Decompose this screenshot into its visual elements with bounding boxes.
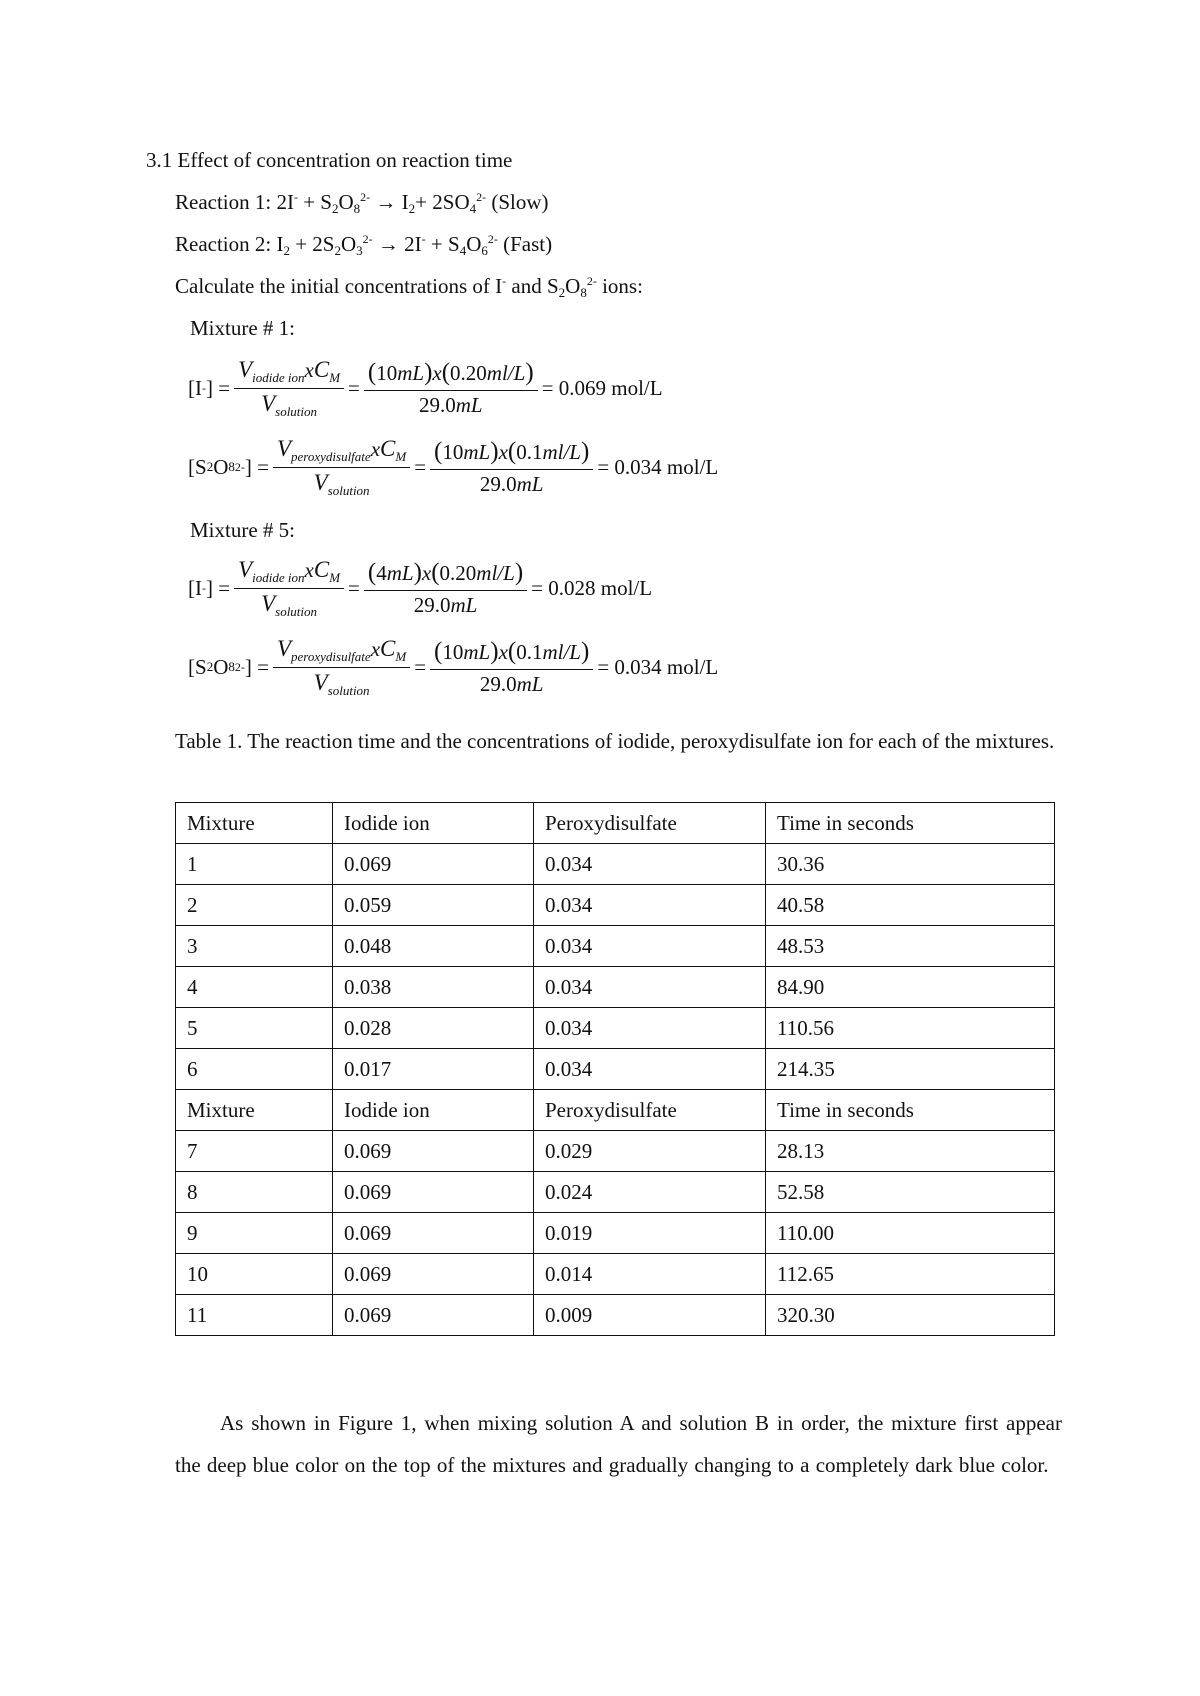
value: 0.20 [450, 361, 487, 386]
subscript: 2 [334, 243, 341, 258]
text: = [414, 454, 427, 479]
denominator [476, 470, 548, 496]
text: ( [431, 559, 440, 587]
text: O [213, 454, 229, 479]
table-header-cell: Peroxydisulfate [534, 803, 766, 844]
table-cell: 320.30 [766, 1295, 1055, 1336]
subscript: 8 [353, 201, 361, 216]
text: = [348, 575, 360, 600]
table-cell: 0.029 [534, 1131, 766, 1172]
table-body [176, 803, 1055, 1336]
text: and S [506, 274, 559, 298]
charge: 2- [586, 274, 597, 288]
reaction-1-label: Reaction 1: 2I [175, 190, 294, 214]
value: 10 [442, 440, 464, 465]
table-row [176, 1295, 1055, 1336]
numerator [364, 559, 527, 591]
table-cell: 0.024 [534, 1172, 766, 1213]
table-cell: 5 [176, 1008, 333, 1049]
text: ) [580, 638, 590, 666]
text: ] = [206, 375, 231, 400]
table-caption: Table 1. The reaction time and the concentrations of iodide, peroxydisulfate ion for each of the mixtures. [175, 729, 1055, 753]
fraction [234, 557, 344, 620]
unit: mL [386, 561, 414, 586]
equation-mixture-1-iodide: [I - ] = $\frac{V_{iodide ion}xC_M}{V_{solution}}$ = $\frac{(10mL)x(0.20ml/L)}{29.0mL}$ = 0.069 mol/L [188, 357, 663, 419]
numerator [234, 357, 344, 389]
text: [I [188, 375, 202, 400]
table-cell: 0.028 [333, 1008, 534, 1049]
table-row [176, 1254, 1055, 1295]
table-cell: 30.36 [766, 844, 1055, 885]
table-cell: 0.048 [333, 926, 534, 967]
text: → 2I [372, 232, 422, 256]
table-cell: 84.90 [766, 967, 1055, 1008]
numerator [364, 359, 538, 391]
table-row [176, 926, 1055, 967]
table-cell: 0.014 [534, 1254, 766, 1295]
table-row [176, 1008, 1055, 1049]
table-cell: 10 [176, 1254, 333, 1295]
table-header-cell: Mixture [176, 1090, 333, 1131]
table-header-cell: Mixture [176, 803, 333, 844]
table-row [176, 1172, 1055, 1213]
fraction [364, 559, 527, 617]
body-paragraph: As shown in Figure 1, when mixing solution A and solution B in order, the mixture first appear the deep blue color on the top of the mixtures and gradually changing to a completely dark blue color. [175, 1411, 1062, 1477]
table-cell: 0.059 [333, 885, 534, 926]
text: [S [188, 654, 207, 679]
text: ( [507, 638, 517, 666]
table-row [176, 967, 1055, 1008]
symbol: V [238, 357, 253, 382]
denominator [310, 468, 374, 499]
symbol: x [421, 561, 432, 586]
subscript: solution [327, 482, 370, 498]
table-cell: 8 [176, 1172, 333, 1213]
table-cell: 28.13 [766, 1131, 1055, 1172]
numerator [273, 636, 410, 668]
text: = [348, 375, 360, 400]
subscript: iodide ion [252, 570, 305, 585]
symbol: x [304, 558, 314, 582]
subscript: 2 [332, 201, 339, 216]
result: = 0.028 mol/L [531, 575, 653, 600]
fraction [234, 357, 344, 420]
value: 29.0 [479, 472, 517, 497]
table-header-cell: Peroxydisulfate [534, 1090, 766, 1131]
table-cell: 0.034 [534, 844, 766, 885]
text: ) [580, 438, 590, 466]
reaction-note: (Slow) [486, 190, 549, 214]
symbol: C [313, 557, 330, 582]
unit: mL [455, 393, 483, 418]
table-cell: 0.038 [333, 967, 534, 1008]
table-cell: 4 [176, 967, 333, 1008]
text: O [338, 190, 354, 214]
charge: - [293, 190, 298, 204]
subscript: solution [275, 403, 318, 419]
table-cell: 0.069 [333, 1131, 534, 1172]
value: 0.20 [439, 561, 477, 586]
table-cell: 0.034 [534, 967, 766, 1008]
table-header-row [176, 1090, 1055, 1131]
table-cell: 0.069 [333, 1295, 534, 1336]
subscript: peroxydisulfate [291, 449, 371, 464]
table-cell: 0.069 [333, 1213, 534, 1254]
table-cell: 2 [176, 885, 333, 926]
table-cell: 214.35 [766, 1049, 1055, 1090]
subscript: M [329, 570, 341, 585]
numerator [430, 638, 593, 670]
unit: mL [516, 672, 544, 697]
symbol: V [313, 469, 328, 495]
table-cell: 110.56 [766, 1008, 1055, 1049]
text: ( [507, 438, 517, 466]
fraction [273, 636, 410, 699]
subscript: M [395, 449, 407, 464]
text: → I [370, 190, 409, 214]
table-cell: 112.65 [766, 1254, 1055, 1295]
symbol: x [370, 637, 381, 661]
unit: ml/L [542, 640, 581, 665]
table-row [176, 1049, 1055, 1090]
subscript: 2 [558, 285, 566, 300]
table-row [176, 844, 1055, 885]
subscript: 2 [283, 243, 290, 258]
table-cell: 1 [176, 844, 333, 885]
symbol: C [380, 436, 396, 461]
numerator [430, 438, 593, 470]
text: ) [525, 359, 534, 387]
symbol: x [432, 361, 442, 386]
mixture-5-label: Mixture # 5: [190, 518, 295, 542]
table-cell: 0.069 [333, 1172, 534, 1213]
table-cell: 0.069 [333, 844, 534, 885]
text: ] = [244, 654, 269, 679]
text: O [341, 232, 357, 256]
table-row [176, 885, 1055, 926]
reaction-1 [175, 190, 549, 216]
text: O [213, 654, 229, 679]
equation-mixture-5-peroxydisulfate: [S 2 O 8 2- ] = $\frac{V_{peroxydisulfate}xC_M}{V_{solution}}$ = $\frac{(10mL)x(0.1ml/L)}{29.0mL}$ = 0.034 mol/L [188, 636, 719, 698]
table-cell: 11 [176, 1295, 333, 1336]
text: O [466, 232, 482, 256]
text: ( [434, 438, 443, 466]
value: 4 [376, 561, 387, 586]
text: ] = [206, 575, 231, 600]
symbol: x [498, 440, 508, 465]
denominator [410, 591, 482, 617]
equation-mixture-1-peroxydisulfate: [S 2 O 8 2- ] = $\frac{V_{peroxydisulfate}xC_M}{V_{solution}}$ = $\frac{(10mL)x(0.1ml/L)}{29.0mL}$ = 0.034 mol/L [188, 436, 719, 498]
table-cell: 52.58 [766, 1172, 1055, 1213]
table-cell: 0.019 [534, 1213, 766, 1254]
text: O [565, 274, 581, 298]
subscript: 4 [469, 201, 477, 216]
symbol: V [261, 390, 276, 416]
subscript: 8 [580, 285, 587, 300]
text: ) [424, 359, 433, 387]
unit: ml/L [542, 440, 581, 465]
subscript: solution [327, 682, 370, 698]
symbol: C [313, 357, 330, 382]
reaction-2 [175, 232, 553, 258]
charge: 2- [487, 232, 498, 246]
table-cell: 7 [176, 1131, 333, 1172]
table-cell: 3 [176, 926, 333, 967]
symbol: V [261, 590, 276, 616]
result: = 0.034 mol/L [597, 454, 719, 479]
table-cell: 0.017 [333, 1049, 534, 1090]
table-header-cell: Time in seconds [766, 803, 1055, 844]
table-cell: 48.53 [766, 926, 1055, 967]
text: = [414, 654, 427, 679]
subscript: 3 [356, 243, 363, 258]
text: ] = [244, 454, 269, 479]
table-cell: 110.00 [766, 1213, 1055, 1254]
subscript: iodide ion [252, 370, 305, 385]
fraction [273, 436, 410, 499]
value: 29.0 [413, 593, 451, 618]
unit: mL [450, 593, 478, 618]
unit: mL [516, 472, 544, 497]
text: [I [188, 575, 202, 600]
reaction-2-label: Reaction 2: I [175, 232, 284, 256]
table-cell: 0.034 [534, 1049, 766, 1090]
mixture-1-label: Mixture # 1: [190, 316, 295, 340]
table-header-cell: Iodide ion [333, 803, 534, 844]
results-table [175, 802, 1055, 1336]
text: ( [367, 359, 377, 387]
text: + 2S [289, 232, 335, 256]
fraction [364, 359, 538, 417]
fraction [430, 638, 593, 696]
table-header-cell: Iodide ion [333, 1090, 534, 1131]
symbol: x [370, 437, 381, 461]
table-header-row [176, 803, 1055, 844]
symbol: V [238, 557, 253, 582]
unit: mL [463, 640, 491, 665]
value: 0.1 [516, 440, 543, 465]
subscript: 4 [459, 243, 467, 258]
table-cell: 0.034 [534, 885, 766, 926]
table-cell: 9 [176, 1213, 333, 1254]
reaction-note: (Fast) [497, 232, 553, 256]
unit: mL [397, 361, 425, 386]
symbol: V [313, 669, 328, 695]
subscript: M [395, 649, 407, 664]
denominator [257, 389, 321, 420]
value: 10 [442, 640, 464, 665]
text: Calculate the initial concentrations of I [175, 274, 503, 298]
value: 29.0 [418, 393, 456, 418]
result: = 0.034 mol/L [597, 654, 719, 679]
fraction [430, 438, 593, 496]
denominator [415, 391, 487, 417]
table-cell: 0.009 [534, 1295, 766, 1336]
symbol: x [304, 358, 314, 382]
text: ( [367, 559, 377, 587]
result: = 0.069 mol/L [541, 375, 663, 400]
symbol: C [380, 636, 396, 661]
unit: mL [463, 440, 491, 465]
table-cell: 40.58 [766, 885, 1055, 926]
symbol: x [498, 640, 508, 665]
table-header-cell: Time in seconds [766, 1090, 1055, 1131]
charge: 2- [476, 190, 487, 204]
denominator [476, 670, 548, 696]
table-cell: 6 [176, 1049, 333, 1090]
subscript: 6 [481, 243, 488, 258]
symbol: V [276, 636, 292, 661]
text: + 2SO [415, 190, 470, 214]
denominator [257, 589, 321, 620]
charge: 2- [360, 190, 371, 204]
unit: ml/L [486, 361, 526, 386]
table-cell: 0.034 [534, 1008, 766, 1049]
text: + S [425, 232, 460, 256]
text: [S [188, 454, 207, 479]
text: ions: [596, 274, 643, 298]
value: 10 [376, 361, 398, 386]
equation-mixture-5-iodide: [I - ] = $\frac{V_{iodide ion}xC_M}{V_{solution}}$ = $\frac{(4mL)x(0.20ml/L)}{29.0mL}$ = 0.028 mol/L [188, 557, 653, 619]
text: ) [490, 638, 499, 666]
table-cell: 0.034 [534, 926, 766, 967]
text: ) [514, 559, 524, 587]
unit: ml/L [476, 561, 515, 586]
text: ) [490, 438, 499, 466]
numerator [234, 557, 344, 589]
subscript: solution [275, 603, 318, 619]
text: ) [413, 559, 422, 587]
numerator [273, 436, 410, 468]
section-heading: 3.1 Effect of concentration on reaction time [146, 148, 513, 172]
symbol: V [276, 436, 292, 461]
table-cell: 0.069 [333, 1254, 534, 1295]
charge: - [502, 274, 507, 288]
calculation-intro [175, 274, 643, 300]
subscript: peroxydisulfate [291, 649, 371, 664]
subscript: 2 [408, 201, 416, 216]
table-row [176, 1213, 1055, 1254]
table-row [176, 1131, 1055, 1172]
charge: - [421, 232, 426, 246]
value: 29.0 [479, 672, 517, 697]
text: + S [297, 190, 332, 214]
value: 0.1 [516, 640, 543, 665]
text: ( [434, 638, 443, 666]
denominator [310, 668, 374, 699]
subscript: M [329, 370, 341, 385]
text: ( [441, 359, 451, 387]
charge: 2- [362, 232, 373, 246]
